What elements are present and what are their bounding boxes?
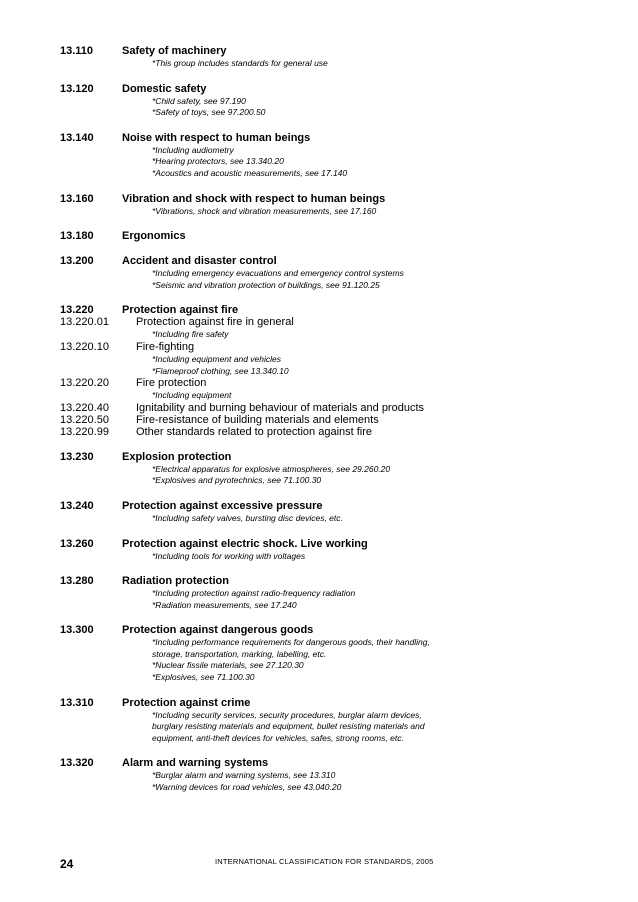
section-title: Protection against dangerous goods <box>122 624 314 637</box>
section-title: Accident and disaster control <box>122 255 277 268</box>
subgroup-entry <box>60 426 600 438</box>
section-note: *Burglar alarm and warning systems, see 13.310 <box>152 770 336 781</box>
subgroup-note: *Including fire safety <box>152 329 229 340</box>
section-note: *Child safety, see 97.190 <box>152 95 246 106</box>
section-entry <box>60 230 600 242</box>
section-header <box>60 451 600 463</box>
section-title: Explosion protection <box>122 450 232 463</box>
section-title: Protection against excessive pressure <box>122 499 323 512</box>
section-entry <box>60 624 600 683</box>
subgroup-header <box>60 377 600 389</box>
subgroup-code: 13.220.99 <box>60 425 109 438</box>
section-title: Noise with respect to human beings <box>122 131 311 144</box>
section-note: *Acoustics and acoustic measurements, see 17.140 <box>152 167 348 178</box>
subgroup-title: Fire protection <box>136 377 207 390</box>
section-code: 13.260 <box>60 537 94 550</box>
section-header <box>60 575 600 587</box>
section-code: 13.300 <box>60 624 94 637</box>
subgroup-title: Fire-fighting <box>136 340 195 353</box>
section-header <box>60 132 600 144</box>
section-header <box>60 255 600 267</box>
section-note: *Including performance requirements for dangerous goods, their handling, storage, transportation, marking, labelling, etc. <box>152 637 430 659</box>
subgroup-title: Ignitability and burning behaviour of materials and products <box>136 401 425 414</box>
section-entry <box>60 132 600 180</box>
section-note: *Radiation measurements, see 17.240 <box>152 599 297 610</box>
section-note: *Safety of toys, see 97.200.50 <box>152 107 266 118</box>
section-header <box>60 757 600 769</box>
subgroup-header <box>60 402 600 414</box>
section-code: 13.140 <box>60 131 94 144</box>
section-entry <box>60 193 600 218</box>
section-entry <box>60 304 600 437</box>
subgroup-entry <box>60 414 600 426</box>
section-title: Protection against crime <box>122 696 251 709</box>
section-header <box>60 538 600 550</box>
subgroup-note: *Including equipment <box>152 390 232 401</box>
section-title: Protection against fire <box>122 304 239 317</box>
subgroup-note: *Flameproof clothing, see 13.340.10 <box>152 365 289 376</box>
section-code: 13.280 <box>60 575 94 588</box>
subgroup-header <box>60 341 600 353</box>
section-title: Protection against electric shock. Live working <box>122 537 368 550</box>
section-note: *Including emergency evacuations and emergency control systems <box>152 268 404 279</box>
section-note: *Including protection against radio-frequency radiation <box>152 588 356 599</box>
section-title: Safety of machinery <box>122 45 227 57</box>
section-code: 13.230 <box>60 450 94 463</box>
section-title: Alarm and warning systems <box>122 757 269 770</box>
section-header <box>60 624 600 636</box>
section-header <box>60 83 600 95</box>
classification-list <box>60 45 600 807</box>
page-number: 24 <box>60 857 74 871</box>
section-code: 13.110 <box>60 45 94 57</box>
subgroup-entry <box>60 377 600 402</box>
section-code: 13.310 <box>60 696 94 709</box>
section-code: 13.180 <box>60 230 94 243</box>
section-note: *Including tools for working with voltages <box>152 550 306 561</box>
subgroup-entry <box>60 316 600 341</box>
section-note: *Seismic and vibration protection of buildings, see 91.120.25 <box>152 279 380 290</box>
section-code: 13.200 <box>60 255 94 268</box>
subgroup-code: 13.220.01 <box>60 316 109 329</box>
section-code: 13.120 <box>60 82 94 95</box>
section-code: 13.320 <box>60 757 94 770</box>
subgroup-header <box>60 426 600 438</box>
section-entry <box>60 757 600 793</box>
section-header <box>60 500 600 512</box>
section-entry <box>60 451 600 487</box>
subgroup-entry <box>60 341 600 377</box>
subgroup-code: 13.220.40 <box>60 401 109 414</box>
section-entry <box>60 538 600 563</box>
section-entry <box>60 500 600 525</box>
section-entry <box>60 575 600 611</box>
section-code: 13.220 <box>60 304 94 317</box>
subgroup-note: *Including equipment and vehicles <box>152 353 282 364</box>
section-note: *Including audiometry <box>152 144 234 155</box>
section-code: 13.160 <box>60 192 94 205</box>
section-code: 13.240 <box>60 499 94 512</box>
section-entry <box>60 255 600 291</box>
section-title: Domestic safety <box>122 82 207 95</box>
subgroup-header <box>60 316 600 328</box>
subgroup-title: Protection against fire in general <box>136 316 294 329</box>
section-note: *Including safety valves, bursting disc devices, etc. <box>152 512 343 523</box>
section-entry <box>60 83 600 119</box>
section-header <box>60 45 600 57</box>
section-note: *Warning devices for road vehicles, see 43.040.20 <box>152 782 342 793</box>
section-header <box>60 193 600 205</box>
subgroup-code: 13.220.20 <box>60 377 109 390</box>
subgroup-code: 13.220.10 <box>60 340 109 353</box>
section-note: *Explosives, see 71.100.30 <box>152 672 255 683</box>
section-note: *This group includes standards for general use <box>152 58 328 68</box>
section-title: Ergonomics <box>122 230 186 243</box>
section-title: Radiation protection <box>122 575 229 588</box>
footer-title: INTERNATIONAL CLASSIFICATION FOR STANDARDS, 2005 <box>215 857 434 866</box>
section-entry <box>60 45 600 70</box>
section-note: *Nuclear fissile materials, see 27.120.30 <box>152 660 304 671</box>
section-note: *Including security services, security procedures, burglar alarm devices, burglary resisting materials and equipment, bullet resisting materials and equipment, anti-theft devices for vehicles, safes, strong rooms, etc. <box>152 709 425 743</box>
subgroup-title: Fire-resistance of building materials and elements <box>136 413 379 426</box>
section-title: Vibration and shock with respect to human beings <box>122 192 386 205</box>
section-note: *Hearing protectors, see 13.340.20 <box>152 156 284 167</box>
subgroup-title: Other standards related to protection against fire <box>136 425 373 438</box>
section-entry <box>60 697 600 745</box>
subgroup-header <box>60 414 600 426</box>
section-note: *Explosives and pyrotechnics, see 71.100.30 <box>152 475 322 486</box>
subgroup-code: 13.220.50 <box>60 413 109 426</box>
section-note: *Vibrations, shock and vibration measurements, see 17.160 <box>152 205 377 216</box>
section-note: *Electrical apparatus for explosive atmospheres, see 29.260.20 <box>152 463 391 474</box>
subgroup-entry <box>60 402 600 414</box>
section-header <box>60 304 600 316</box>
section-header <box>60 697 600 709</box>
section-header <box>60 230 600 242</box>
